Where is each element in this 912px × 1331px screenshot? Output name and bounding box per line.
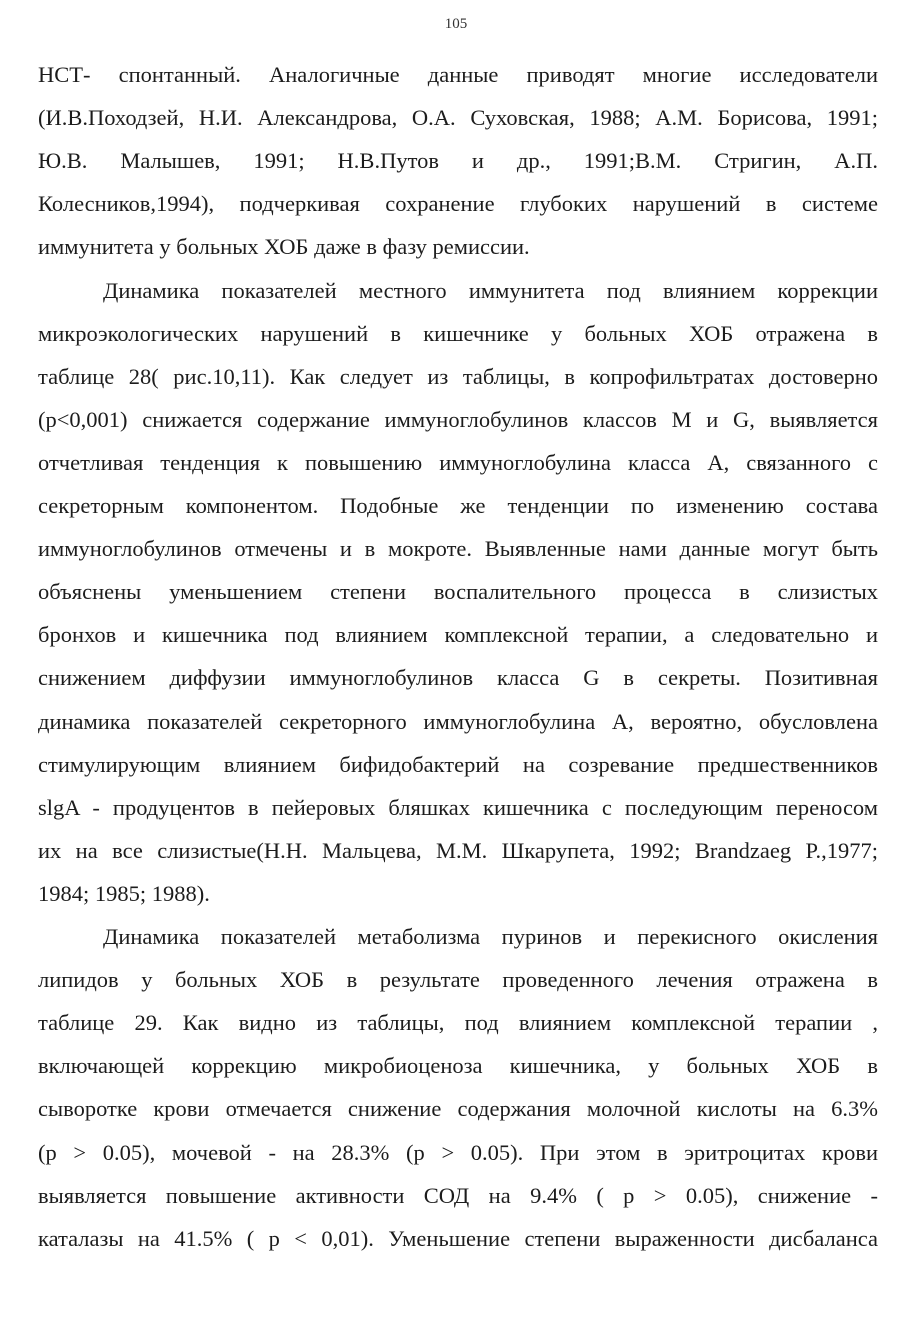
text-line: (р > 0.05), мочевой - на 28.3% (р > 0.05). При этом в эритроцитах крови xyxy=(38,1139,878,1165)
text-line: отчетливая тенденция к повышению иммуноглобулина класса А, связанного с xyxy=(38,449,878,475)
text-line: 1984; 1985; 1988). xyxy=(38,880,210,906)
text-line: Динамика показателей местного иммунитета под влиянием коррекции xyxy=(103,277,878,303)
text-line: иммуноглобулинов отмечены и в мокроте. Выявленные нами данные могут быть xyxy=(38,536,878,562)
text-line: их на все слизистые(Н.Н. Мальцева, М.М. Шкарупета, 1992; Brandzaeg P.,1977; xyxy=(38,837,878,863)
text-line: объяснены уменьшением степени воспалительного процесса в слизистых xyxy=(38,579,878,605)
text-line: таблице 29. Как видно из таблицы, под влиянием комплексной терапии , xyxy=(38,1010,878,1036)
text-line: Ю.В. Малышев, 1991; Н.В.Путов и др., 1991;В.М. Стригин, А.П. xyxy=(38,148,878,174)
text-line: выявляется повышение активности СОД на 9.4% ( р > 0.05), снижение - xyxy=(38,1182,878,1208)
text-line: Динамика показателей метаболизма пуринов и перекисного окисления xyxy=(103,924,878,949)
text-line: стимулирующим влиянием бифидобактерий на созревание предшественников xyxy=(38,751,878,777)
text-line: включающей коррекцию микробиоценоза кишечника, у больных ХОБ в xyxy=(38,1053,878,1079)
text-line: каталазы на 41.5% ( р < 0,01). Уменьшение степени выраженности дисбаланса xyxy=(38,1225,878,1251)
page-number: 105 xyxy=(444,16,468,32)
text-line: НСТ- спонтанный. Аналогичные данные приводят многие исследователи xyxy=(38,62,878,87)
text-line: (И.В.Походзей, Н.И. Александрова, О.А. Суховская, 1988; А.М. Борисова, 1991; xyxy=(38,105,878,131)
text-line: Колесников,1994), подчеркивая сохранение глубоких нарушений в системе xyxy=(38,191,878,217)
text-line: липидов у больных ХОБ в результате проведенного лечения отражена в xyxy=(38,967,878,993)
text-line: (р<0,001) снижается содержание иммуноглобулинов классов М и G, выявляется xyxy=(38,406,878,432)
text-line: снижением диффузии иммуноглобулинов класса G в секреты. Позитивная xyxy=(38,665,878,691)
text-line: slgA - продуцентов в пейеровых бляшках кишечника с последующим переносом xyxy=(38,794,878,820)
text-line: бронхов и кишечника под влиянием комплексной терапии, а следовательно и xyxy=(38,622,878,648)
text-line: таблице 28( рис.10,11). Как следует из таблицы, в копрофильтратах достоверно xyxy=(38,363,878,389)
text-line: сыворотке крови отмечается снижение содержания молочной кислоты на 6.3% xyxy=(38,1096,878,1122)
text-line: микроэкологических нарушений в кишечнике у больных ХОБ отражена в xyxy=(38,320,878,346)
text-line: иммунитета у больных ХОБ даже в фазу ремиссии. xyxy=(38,234,530,260)
text-line: динамика показателей секреторного иммуноглобулина А, вероятно, обусловлена xyxy=(38,708,878,734)
text-line: секреторным компонентом. Подобные же тенденции по изменению состава xyxy=(38,493,878,518)
